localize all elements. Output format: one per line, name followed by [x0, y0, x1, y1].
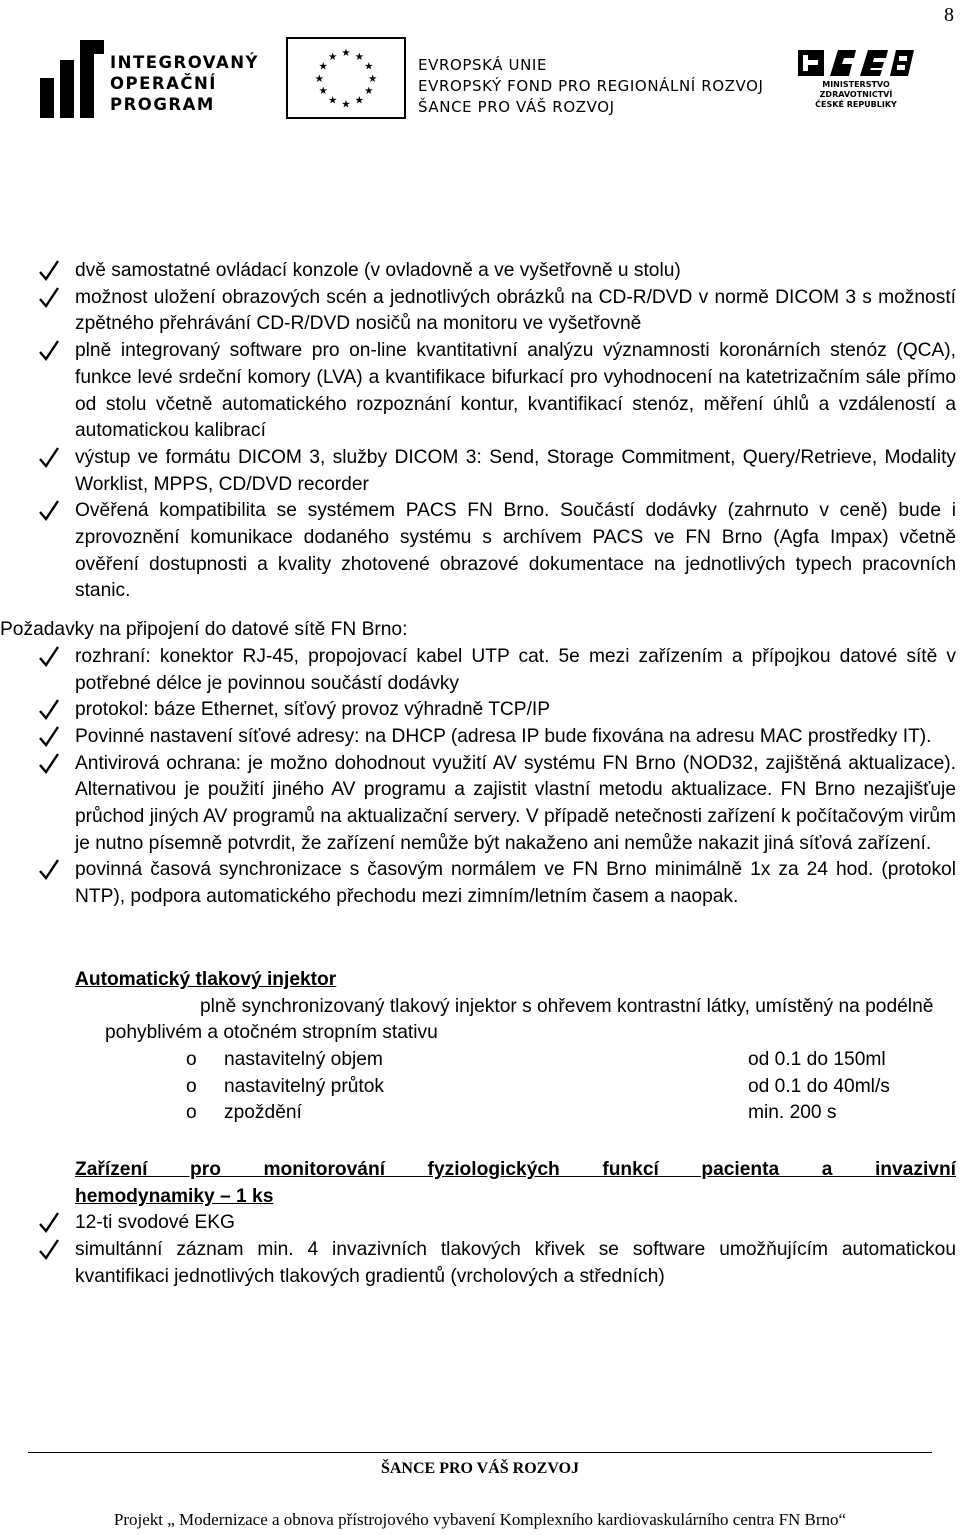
equipment-list	[0, 258, 960, 605]
list-item	[0, 258, 960, 285]
svg-text:★: ★	[341, 47, 351, 60]
footer-divider	[28, 1452, 932, 1453]
eu-logo-line: ŠANCE PRO VÁŠ ROZVOJ	[418, 98, 615, 116]
spec-bullet: o	[186, 1048, 197, 1070]
checkmark-icon	[38, 285, 60, 311]
spec-value: od 0.1 do 40ml/s	[748, 1075, 890, 1097]
network-requirements-list	[0, 644, 960, 911]
spec-bullet: o	[186, 1075, 197, 1097]
spec-label: zpoždění	[224, 1102, 302, 1124]
spec-value: od 0.1 do 150ml	[748, 1048, 886, 1070]
ministry-logo-mark-icon	[796, 48, 916, 80]
eu-flag-icon	[286, 37, 406, 119]
eu-logo-line: EVROPSKÝ FOND PRO REGIONÁLNÍ ROZVOJ	[418, 77, 764, 95]
svg-text:★: ★	[314, 72, 325, 85]
list-item-text: výstup ve formátu DICOM 3, služby DICOM 3: Send, Storage Commitment, Query/Retrieve, Modality Worklist, MPPS, CD/DVD recorder	[75, 446, 956, 495]
svg-text:★: ★	[364, 85, 374, 98]
checkmark-icon	[38, 751, 60, 777]
monitoring-title-line2: hemodynamiky – 1 ks	[75, 1185, 274, 1207]
list-item	[0, 338, 960, 445]
svg-text:★: ★	[327, 50, 338, 63]
list-item-text: 12-ti svodové EKG	[75, 1212, 235, 1234]
svg-text:★: ★	[364, 60, 374, 73]
list-item	[0, 751, 960, 858]
ministry-logo	[796, 48, 921, 110]
injector-description: plně synchronizovaný tlakový injektor s ohřevem kontrastní látky, umístěný na podélně pohyblivém a otočném stropním stativu	[105, 995, 934, 1044]
svg-text:★: ★	[367, 72, 378, 85]
spec-row	[0, 1100, 960, 1127]
svg-text:★: ★	[318, 60, 328, 73]
list-item-text: simultánní záznam min. 4 invazivních tlakových křivek se software umožňujícím automatickou kvantifikaci jednotlivých tlakových gradientů (vrcholových a středních)	[75, 1239, 956, 1287]
list-item-text: Antivirová ochrana: je možno dohodnout využití AV systému FN Brno (NOD32, zajištěná aktualizace). Alternativou je použití jiného AV programu a zajistit vlastní metodu aktualizace. FN Brno nezajišťuje průchod jiných AV programů na aktualizační servery. V případě netečnosti zařízení k počítačovým virům je nutno písemně potvrdit, že zařízení nemůže být nakaženo ani nemůže nakazit jiná síťová zařízení.	[75, 752, 956, 854]
svg-text:★: ★	[354, 94, 365, 107]
list-item-text: rozhraní: konektor RJ-45, propojovací kabel UTP cat. 5e mezi zařízením a přípojkou datové sítě v potřebné délce je povinnou součástí dodávky	[75, 645, 956, 694]
spec-bullet: o	[186, 1102, 197, 1124]
ministry-logo-line: MINISTERSTVO ZDRAVOTNICTVÍ	[819, 80, 893, 99]
list-item	[0, 644, 960, 697]
ministry-logo-line: ČESKÉ REPUBLIKY	[815, 100, 897, 109]
network-requirements-heading: Požadavky na připojení do datové sítě FN Brno:	[0, 619, 408, 641]
list-item	[0, 1210, 960, 1237]
spec-label: nastavitelný objem	[224, 1048, 383, 1070]
svg-text:★: ★	[327, 94, 338, 107]
svg-text:★: ★	[354, 50, 365, 63]
footer-project: Projekt „ Modernizace a obnova přístrojového vybavení Komplexního kardiovaskulárního centra FN Brno“	[113, 1510, 847, 1529]
page-number: 8	[944, 4, 954, 26]
list-item-text: protokol: báze Ethernet, síťový provoz výhradně TCP/IP	[75, 699, 551, 721]
list-item	[0, 445, 960, 498]
iop-logo-line: PROGRAM	[110, 95, 215, 114]
list-item	[0, 857, 960, 910]
svg-text:★: ★	[341, 98, 351, 111]
checkmark-icon	[38, 697, 60, 723]
checkmark-icon	[38, 338, 60, 364]
iop-logo-mark-icon	[38, 38, 106, 120]
checkmark-icon	[38, 724, 60, 750]
list-item	[0, 697, 960, 724]
checkmark-icon	[38, 857, 60, 883]
list-item-text: Ověřená kompatibilita se systémem PACS FN Brno. Součástí dodávky (zahrnuto v ceně) bude i zprovoznění komunikace dodaného systému s archívem PACS ve FN Brno (Agfa Impax) včetně ověření dostupnosti a kvality zhotovené obrazové dokumentace na jednotlivých typech pracovních stanic.	[75, 500, 956, 602]
monitoring-list	[0, 1210, 960, 1290]
checkmark-icon	[38, 498, 60, 524]
list-item-text: povinná časová synchronizace s časovým normálem ve FN Brno minimálně 1x za 24 hod. (protokol NTP), podpora automatického přechodu mezi zimním/letním časem a naopak.	[75, 859, 956, 908]
spec-value: min. 200 s	[748, 1102, 837, 1124]
list-item	[0, 1237, 960, 1290]
list-item	[0, 498, 960, 605]
iop-logo-line: INTEGROVANÝ	[110, 53, 259, 72]
spec-label: nastavitelný průtok	[224, 1075, 384, 1097]
checkmark-icon	[38, 445, 60, 471]
injector-title: Automatický tlakový injektor	[75, 968, 337, 990]
checkmark-icon	[38, 644, 60, 670]
list-item	[0, 724, 960, 751]
checkmark-icon	[38, 258, 60, 284]
footer-slogan: ŠANCE PRO VÁŠ ROZVOJ	[380, 1460, 580, 1477]
monitoring-title: Zařízení pro monitorování fyziologických funkcí pacienta a invazivní	[75, 1159, 956, 1181]
checkmark-icon	[38, 1210, 60, 1236]
spec-row	[0, 1047, 960, 1074]
iop-logo-line: OPERAČNÍ	[110, 74, 217, 93]
list-item-text: Povinné nastavení síťové adresy: na DHCP (adresa IP bude fixována na adresu MAC prostředky IT).	[75, 725, 932, 747]
eu-logo-line: EVROPSKÁ UNIE	[418, 56, 548, 74]
spec-row	[0, 1074, 960, 1101]
list-item-text: plně integrovaný software pro on-line kvantitativní analýzu významnosti koronárních stenóz (QCA), funkce levé srdeční komory (LVA) a kvantifikace bifurkací pro vyhodnocení na katetrizačním sále přímo od stolu včetně automatického rozpoznání kontur, kvantifikací stenóz, měření úhlů a vzdáleností a automatickou kalibrací	[75, 340, 956, 442]
document-body	[0, 258, 960, 1291]
checkmark-icon	[38, 1237, 60, 1263]
list-item-text: dvě samostatné ovládací konzole (v ovladovně a ve vyšetřovně u stolu)	[75, 260, 681, 281]
list-item-text: možnost uložení obrazových scén a jednotlivých obrázků na CD-R/DVD v normě DICOM 3 s možností zpětného přehrávání CD-R/DVD nosičů na monitoru ve vyšetřovně	[75, 286, 956, 335]
list-item	[0, 285, 960, 338]
iop-logo	[38, 38, 259, 120]
svg-text:★: ★	[318, 85, 328, 98]
